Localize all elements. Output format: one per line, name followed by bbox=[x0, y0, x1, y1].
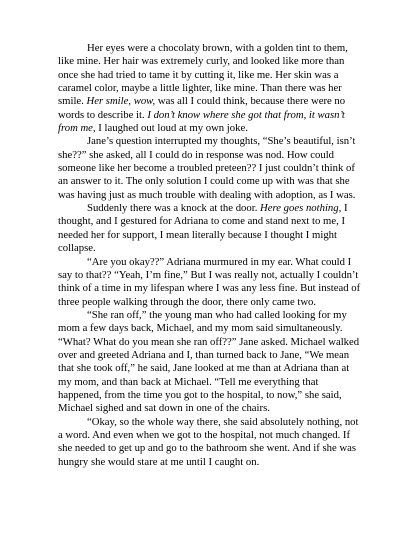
body-text bbox=[58, 42, 362, 469]
text-run: I laughed out loud at my own joke. bbox=[95, 122, 248, 135]
text-run: Her eyes were a chocolaty brown, with a golden tint to them, like mine. Her hair was extremely curly, and looked like more than once she had tried to tame it by cutting it, like me. Her skin was a caramel color, maybe a little lighter, like mine. Than there was her smile. bbox=[58, 42, 348, 108]
text-run: I thought, and I gestured for Adriana to come and stand next to me, I needed her for support, I mean literally because I thought I might collapse. bbox=[58, 202, 348, 255]
italic-text-run: Her smile, wow, bbox=[86, 95, 156, 108]
paragraph-3 bbox=[58, 202, 362, 255]
text-run: “Okay, so the whole way there, she said absolutely nothing, not a word. And even when we got to the hospital, not much changed. If she needed to get up and go to the bathroom she went. And if she was hungry she would stare at me until I caught on. bbox=[58, 415, 359, 468]
text-run: Jane’s question interrupted my thoughts, “She’s beautiful, isn’t she??” she asked, all I could do in response was nod. How could someone like her become a troubled preteen?? I just couldn’t think of an answer to it. The only solution I could come up with was that she was having just as much trouble with dealing with adoption, as I was. bbox=[58, 135, 356, 201]
paragraph-1 bbox=[58, 42, 362, 135]
italic-text-run: I don’t know where she got that from, it wasn’t from me, bbox=[58, 108, 345, 135]
italic-text-run: Here goes nothing, bbox=[260, 202, 342, 215]
text-run: “She ran off,” the young man who had called looking for my mom a few days back, Michael, and my mom said simultaneously. “What? What do you mean she ran off??” Jane asked. Michael walked over and greeted Adriana and I, than turned back to Jane, “We mean that she took off,” he said, Jane looked at me than at Adriana than at my mom, and than back at Michael. “Tell me everything that happened, from the time you got to the hospital, to now,” she said, Michael sighed and sat down in one of the chairs. bbox=[58, 308, 360, 415]
paragraph-6 bbox=[58, 416, 362, 469]
paragraph-5 bbox=[58, 309, 362, 416]
text-run: Suddenly there was a knock at the door. bbox=[87, 202, 261, 215]
paragraph-4 bbox=[58, 256, 362, 309]
text-run: “Are you okay??” Adriana murmured in my ear. What could I say to that?? “Yeah, I’m fine,” But I was really not, actually I couldn’t think of a time in my lifespan where I was any less fine. But instead of three people walking through the door, there only came two. bbox=[58, 255, 361, 308]
paragraph-2 bbox=[58, 135, 362, 202]
text-run: was all I could think, because there were no words to describe it. bbox=[58, 95, 346, 121]
